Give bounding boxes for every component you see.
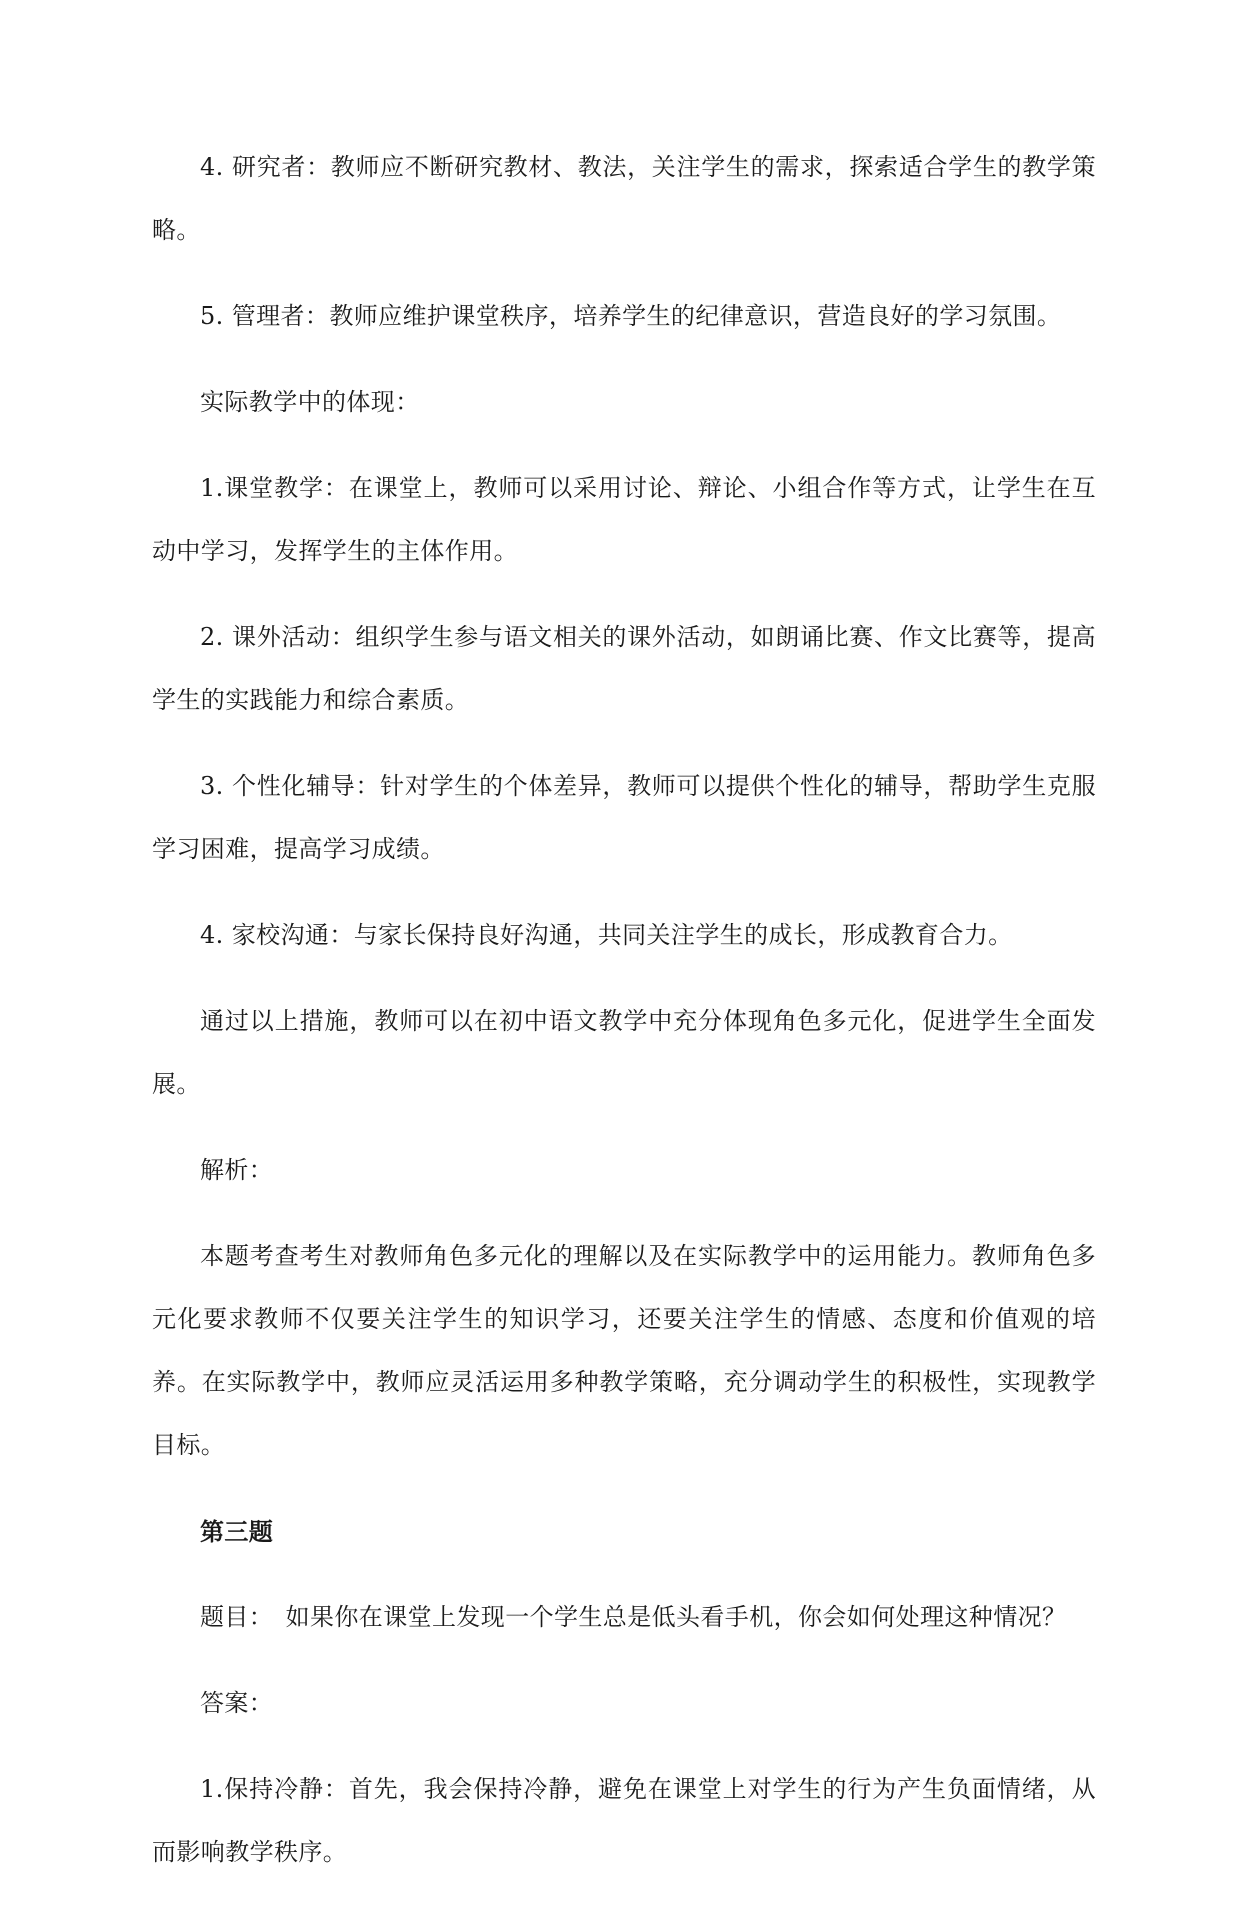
paragraph-extracurricular: 2. 课外活动：组织学生参与语文相关的课外活动，如朗诵比赛、作文比赛等，提高学生的实践能力和综合素质。 xyxy=(152,623,1096,714)
document-body xyxy=(152,136,1096,1907)
paragraph-personalized-tutoring: 3. 个性化辅导：针对学生的个体差异，教师可以提供个性化的辅导，帮助学生克服学习困难，提高学习成绩。 xyxy=(152,772,1096,863)
paragraph-question-3: 题目： 如果你在课堂上发现一个学生总是低头看手机，你会如何处理这种情况？ xyxy=(200,1603,1067,1631)
analysis-label: 解析： xyxy=(200,1156,274,1184)
paragraph-practice-intro: 实际教学中的体现： xyxy=(200,388,420,416)
paragraph-conclusion: 通过以上措施，教师可以在初中语文教学中充分体现角色多元化，促进学生全面发展。 xyxy=(152,1007,1096,1098)
paragraph-home-school: 4. 家校沟通：与家长保持良好沟通，共同关注学生的成长，形成教育合力。 xyxy=(200,921,1013,949)
paragraph-researcher-role: 4. 研究者：教师应不断研究教材、教法，关注学生的需求，探索适合学生的教学策略。 xyxy=(152,153,1096,244)
answer-label: 答案： xyxy=(200,1689,274,1717)
paragraph-analysis-body: 本题考查考生对教师角色多元化的理解以及在实际教学中的运用能力。教师角色多元化要求教师不仅要关注学生的知识学习，还要关注学生的情感、态度和价值观的培养。在实际教学中，教师应灵活运用多种教学策略，充分调动学生的积极性，实现教学目标。 xyxy=(152,1242,1096,1459)
paragraph-manager-role: 5. 管理者：教师应维护课堂秩序，培养学生的纪律意识，营造良好的学习氛围。 xyxy=(200,302,1062,330)
paragraph-classroom-teaching: 1.课堂教学：在课堂上，教师可以采用讨论、辩论、小组合作等方式，让学生在互动中学习，发挥学生的主体作用。 xyxy=(152,474,1096,565)
paragraph-answer-1: 1.保持冷静：首先，我会保持冷静，避免在课堂上对学生的行为产生负面情绪，从而影响教学秩序。 xyxy=(152,1775,1096,1866)
section-heading-question-3: 第三题 xyxy=(200,1517,274,1546)
